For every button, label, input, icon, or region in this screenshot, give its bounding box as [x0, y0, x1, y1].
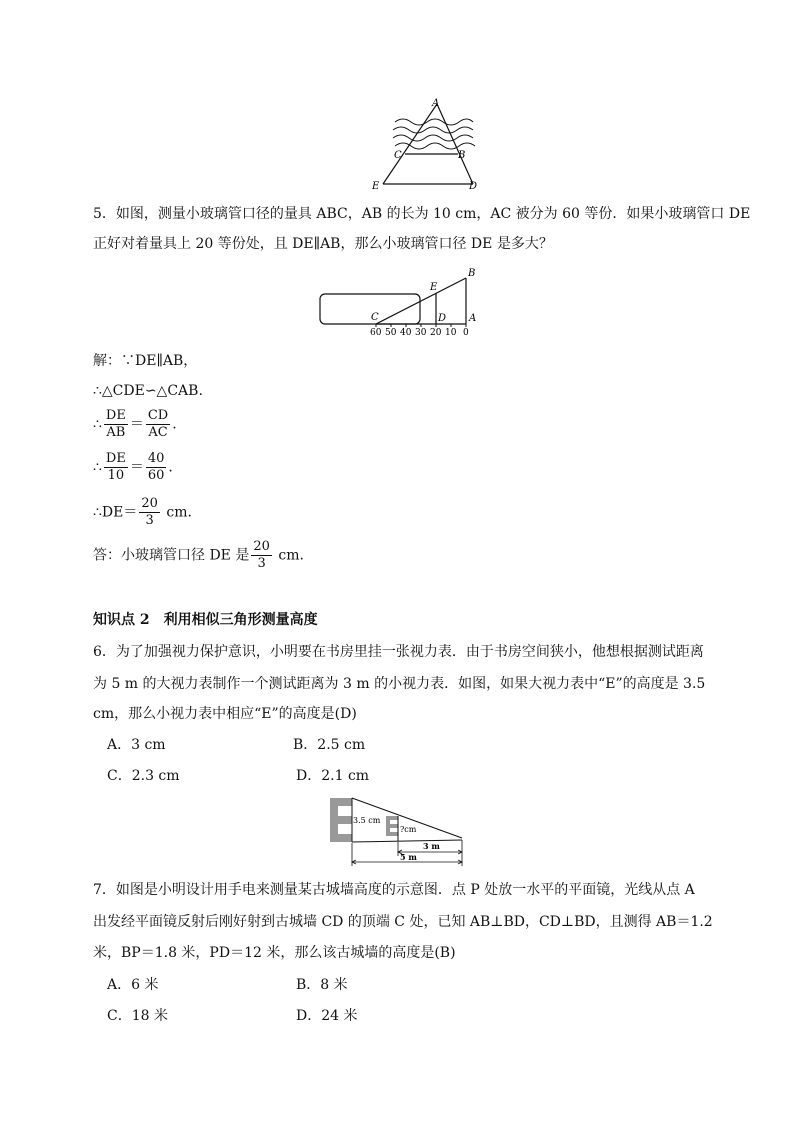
fraction-DE-AB	[104, 408, 128, 441]
answer-line	[93, 539, 304, 572]
scale-10: 10	[445, 328, 457, 338]
q6-line-3: cm，那么小视力表中相应“E”的高度是(D)	[93, 706, 357, 722]
sight-line-bottom	[352, 840, 462, 842]
denominator: 3	[145, 513, 154, 528]
label-C: C	[394, 150, 402, 161]
fraction-40-60	[146, 451, 167, 484]
scale-60: 60	[370, 328, 382, 338]
glass-tube-gauge-figure	[316, 268, 486, 338]
equals-sign: ＝	[129, 416, 144, 433]
denominator: 3	[257, 556, 266, 571]
q7-option-b: B．8 米	[296, 977, 348, 993]
scale-50: 50	[385, 328, 397, 338]
label-B: B	[468, 268, 476, 279]
denominator: 60	[147, 468, 165, 483]
unit: cm.	[161, 504, 192, 521]
q6-line-2: 为 5 m 的大视力表制作一个测试距离为 3 m 的小视力表．如图，如果大视力表中“E”的高度是 3.5	[93, 676, 706, 692]
fraction-CD-AC	[146, 408, 170, 441]
label-D: D	[469, 181, 478, 192]
label-C: C	[371, 312, 379, 323]
fraction-20-3	[251, 539, 272, 572]
solution-step-2: ∴△CDE∽△CAB.	[93, 383, 203, 399]
numerator: 40	[147, 451, 165, 466]
big-e-block	[330, 798, 352, 842]
solution-step-1: 解：∵DE∥AB，	[93, 353, 198, 369]
label-E: E	[372, 181, 380, 192]
scale-40: 40	[400, 328, 412, 338]
fraction-DE-10	[104, 451, 128, 484]
small-e-height-label: ?cm	[400, 825, 417, 834]
answer-prefix: 答：小玻璃管口径 DE 是	[93, 547, 250, 564]
q7-line-2: 出发经平面镜反射后刚好射到古城墙 CD 的顶端 C 处，已知 AB⊥BD，CD⊥BD，且测得 AB＝1.2	[93, 914, 713, 930]
label-B: B	[458, 150, 466, 161]
q6-option-c: C．2.3 cm	[107, 768, 180, 784]
label-E: E	[430, 282, 438, 293]
scale-20: 20	[430, 328, 442, 338]
solution-step-4	[93, 451, 173, 484]
q5-line-2: 正好对着量具上 20 等份处，且 DE∥AB，那么小玻璃管口径 DE 是多大？	[93, 236, 553, 252]
river-wave-1	[395, 119, 473, 125]
label-D: D	[438, 313, 447, 324]
solution-step-3	[93, 408, 177, 441]
scale-30: 30	[415, 328, 427, 338]
q7-line-1: 7．如图是小明设计用手电来测量某古城墙高度的示意图．点 P 处放一水平的平面镜，光线从点 A	[93, 882, 695, 898]
numerator: DE	[105, 408, 126, 423]
distance-5m-label: 5 m	[400, 852, 417, 862]
solution-step-5	[93, 496, 192, 529]
q6-option-a: A．3 cm	[107, 737, 166, 753]
q7-option-a: A．6 米	[107, 977, 159, 993]
denominator: AB	[106, 425, 126, 440]
small-e-block	[386, 816, 398, 836]
numerator: 20	[141, 496, 158, 511]
q7-option-c: C．18 米	[107, 1008, 168, 1024]
fraction-20-3	[139, 496, 160, 529]
denominator: 10	[107, 468, 125, 483]
river-wave-3	[393, 135, 473, 141]
numerator: CD	[147, 408, 169, 423]
river-wave-2	[393, 127, 473, 133]
numerator: DE	[105, 451, 126, 466]
triangle-side-right	[437, 104, 473, 184]
section-title: 知识点 2 利用相似三角形测量高度	[93, 612, 318, 628]
q6-line-1: 6．为了加强视力保护意识，小明要在书房里挂一张视力表．由于书房空间狭小，他想根据测试距离	[93, 644, 704, 660]
triangle-side-left	[383, 104, 437, 184]
therefore-symbol: ∴	[93, 459, 102, 476]
q5-line-1: 5．如图，测量小玻璃管口径的量具 ABC，AB 的长为 10 cm，AC 被分为 60 等份．如果小玻璃管口 DE	[93, 206, 751, 222]
scale-0: 0	[463, 328, 469, 338]
q6-option-b: B．2.5 cm	[293, 737, 366, 753]
distance-3m-label: 3 m	[423, 841, 440, 851]
unit: cm.	[273, 547, 304, 564]
river-triangle-figure	[365, 96, 485, 194]
numerator: 20	[253, 539, 270, 554]
q7-line-3: 米，BP＝1.8 米，PD＝12 米，那么该古城墙的高度是(B)	[93, 945, 456, 961]
period: .	[172, 416, 177, 433]
de-equals: ∴DE＝	[93, 504, 138, 521]
therefore-symbol: ∴	[93, 416, 102, 433]
label-A: A	[469, 313, 477, 324]
label-A: A	[432, 98, 440, 109]
denominator: AC	[148, 425, 168, 440]
equals-sign: ＝	[129, 459, 144, 476]
gauge-hyp-CB	[376, 278, 466, 324]
q6-option-d: D．2.1 cm	[296, 768, 370, 784]
big-e-height-label: 3.5 cm	[353, 816, 381, 825]
eye-chart-figure	[328, 796, 468, 868]
q7-option-d: D．24 米	[296, 1008, 358, 1024]
period: .	[168, 459, 173, 476]
